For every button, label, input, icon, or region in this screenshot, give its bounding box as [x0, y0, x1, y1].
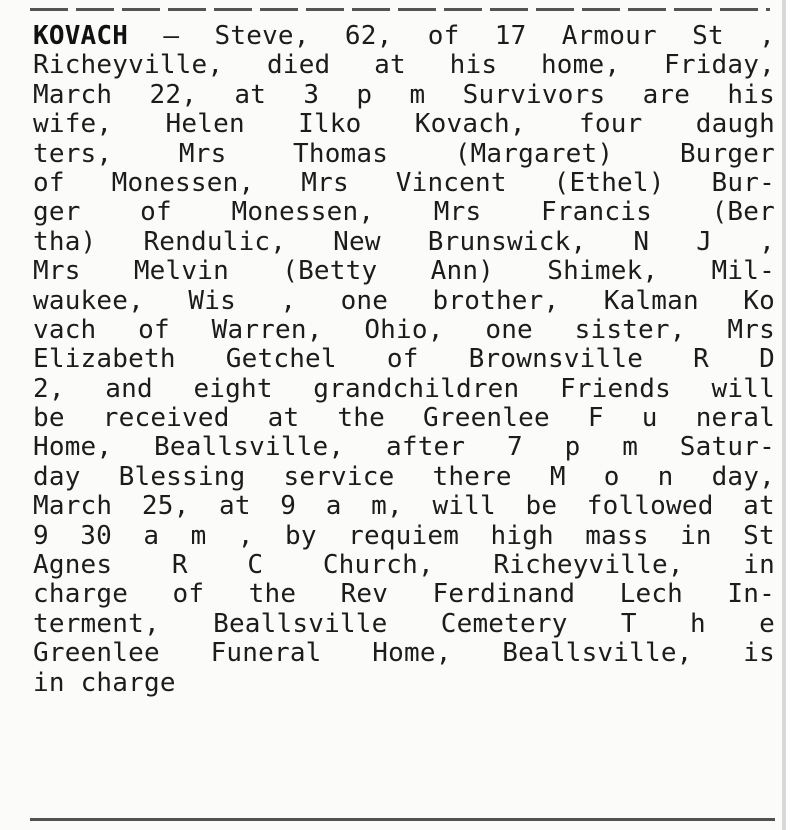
obituary-word: at	[234, 79, 267, 110]
obituary-word: St	[692, 21, 724, 51]
obituary-word: Ann)	[430, 256, 495, 287]
obituary-word: (Ber	[711, 197, 775, 228]
obituary-word: at	[219, 491, 251, 522]
obituary-word: day,	[711, 461, 775, 492]
obituary-word: by	[285, 520, 317, 551]
obituary-line	[33, 316, 775, 345]
obituary-word: (Margaret)	[454, 138, 614, 169]
obituary-word: Beallsville,	[502, 638, 693, 669]
obituary-word: ,	[237, 520, 254, 551]
obituary-word: requiem	[348, 520, 460, 551]
obituary-word: Francis	[540, 197, 652, 228]
obituary-word: Satur-	[679, 432, 775, 463]
obituary-word: D	[759, 344, 775, 375]
obituary-word: will	[432, 491, 496, 522]
obituary-word: at	[743, 491, 775, 522]
obituary-word: the	[337, 403, 385, 434]
obituary-word: St	[743, 520, 775, 551]
obituary-word: four	[579, 109, 643, 140]
obituary-word: Friday,	[663, 50, 775, 81]
obituary-word: Elizabeth	[33, 344, 176, 375]
obituary-word: Beallsville	[213, 608, 388, 639]
obituary-word: a	[325, 491, 342, 522]
obituary-word: received	[102, 403, 230, 434]
obituary-word: Greenlee	[33, 638, 160, 669]
obituary-word: New	[333, 226, 381, 257]
obituary-word: N	[633, 226, 650, 257]
obituary-line	[33, 463, 775, 492]
obituary-line	[33, 81, 775, 110]
obituary-word: high	[490, 520, 554, 551]
obituary-line	[33, 169, 775, 198]
obituary-word: a	[143, 520, 160, 551]
obituary-word: Greenlee	[423, 403, 550, 434]
obituary-line	[33, 198, 775, 227]
obituary-text-column	[33, 22, 775, 698]
obituary-word: Shimek,	[547, 256, 659, 287]
obituary-word: Ohio,	[364, 314, 444, 345]
obituary-word: in	[33, 667, 65, 698]
obituary-word: 30	[80, 520, 112, 551]
obituary-line	[33, 669, 775, 698]
obituary-word: his	[449, 50, 498, 81]
obituary-word: Warren,	[211, 314, 323, 345]
obituary-line	[33, 257, 775, 286]
obituary-word: charge	[33, 579, 129, 610]
obituary-word: and	[105, 373, 153, 404]
obituary-line	[33, 551, 775, 580]
obituary-word: day	[33, 461, 81, 492]
obituary-word: Mrs	[33, 256, 81, 287]
obituary-word: Agnes	[33, 550, 113, 581]
obituary-word: Kalman	[603, 285, 699, 316]
obituary-word: waukee,	[33, 285, 144, 316]
obituary-word: 7	[507, 432, 523, 463]
obituary-word: ,	[759, 226, 775, 257]
obituary-word: daugh	[695, 109, 775, 140]
obituary-line	[33, 404, 775, 433]
obituary-word: 22,	[149, 79, 198, 110]
obituary-word: the	[248, 579, 297, 610]
obituary-line	[33, 22, 775, 51]
obituary-word: Ferdinand	[432, 579, 576, 610]
obituary-word: R	[693, 344, 710, 375]
obituary-word: KOVACH	[33, 21, 129, 51]
obituary-word: —	[163, 21, 180, 51]
obituary-word: at	[267, 403, 300, 434]
obituary-word: vach	[33, 314, 97, 345]
obituary-word: Rendulic,	[143, 226, 287, 257]
obituary-word: m	[622, 432, 639, 463]
obituary-word: R	[171, 550, 188, 581]
page-edge	[782, 0, 800, 830]
obituary-word: Mrs	[433, 197, 482, 228]
obituary-word: m	[409, 79, 426, 110]
obituary-word: Ko	[743, 285, 775, 316]
obituary-word: Armour	[561, 21, 657, 51]
obituary-word: of	[427, 21, 460, 51]
obituary-word: m,	[371, 491, 403, 522]
obituary-word: (Ethel)	[553, 167, 665, 198]
obituary-word: m	[190, 520, 207, 551]
obituary-word: in	[743, 550, 775, 581]
obituary-word: of	[172, 579, 205, 610]
obituary-word: died	[267, 50, 331, 81]
obituary-word: followed	[586, 491, 714, 522]
obituary-word: of	[33, 167, 65, 198]
obituary-word: March	[33, 79, 113, 110]
obituary-word: charge	[80, 667, 176, 698]
obituary-word: Richeyville,	[493, 550, 684, 581]
obituary-word: Home,	[372, 638, 452, 669]
obituary-word: there	[432, 461, 512, 492]
top-column-rule	[30, 8, 770, 11]
obituary-word: Church,	[322, 550, 434, 581]
obituary-word: Thomas	[293, 138, 389, 169]
obituary-line	[33, 140, 775, 169]
obituary-word: Bur-	[711, 167, 775, 198]
obituary-word: Beallsville,	[154, 432, 345, 463]
obituary-word: Lech	[619, 579, 684, 610]
obituary-word: Funeral	[210, 638, 322, 669]
obituary-word: Steve,	[214, 21, 310, 51]
obituary-line	[33, 110, 775, 139]
obituary-word: wife,	[33, 109, 113, 140]
obituary-word: Rev	[340, 579, 389, 610]
bottom-column-rule	[30, 818, 775, 821]
obituary-word: Mil-	[711, 256, 775, 287]
obituary-word: 9	[33, 520, 49, 551]
obituary-word: mass	[585, 520, 649, 551]
obituary-word: p	[356, 79, 373, 110]
obituary-line	[33, 580, 775, 609]
obituary-word: 17	[494, 21, 527, 51]
obituary-word: be	[33, 403, 65, 434]
obituary-word: home,	[540, 50, 621, 81]
obituary-word: T	[620, 608, 637, 639]
obituary-word: of	[138, 314, 170, 345]
obituary-line	[33, 375, 775, 404]
obituary-word: are	[642, 79, 691, 110]
obituary-word: after	[386, 432, 466, 463]
obituary-word: Kovach,	[414, 109, 526, 140]
obituary-word: Getchel	[225, 344, 337, 375]
obituary-word: of	[386, 344, 419, 375]
obituary-word: brother,	[432, 285, 560, 316]
obituary-word: in	[680, 520, 712, 551]
obituary-word: Survivors	[462, 79, 606, 110]
obituary-word: n	[657, 461, 674, 492]
obituary-word: In-	[727, 579, 775, 610]
obituary-word: March	[33, 491, 113, 522]
obituary-word: at	[374, 50, 406, 81]
obituary-word: terment,	[33, 608, 160, 639]
obituary-word: one	[340, 285, 389, 316]
obituary-word: of	[140, 197, 172, 228]
obituary-word: will	[711, 373, 775, 404]
obituary-word: p	[564, 432, 581, 463]
obituary-word: ,	[759, 21, 775, 51]
obituary-word: ger	[33, 197, 81, 228]
obituary-word: 2,	[33, 373, 65, 404]
obituary-word: one	[485, 314, 533, 345]
obituary-word: his	[727, 79, 775, 110]
obituary-line	[33, 287, 775, 316]
obituary-word: M	[549, 461, 566, 492]
obituary-word: eight	[193, 373, 273, 404]
obituary-line	[33, 345, 775, 374]
obituary-word: neral	[695, 403, 775, 434]
obituary-word: Mrs	[301, 167, 349, 198]
obituary-word: u	[641, 403, 658, 434]
obituary-word: Cemetery	[440, 608, 568, 639]
obituary-word: Brownsville	[468, 344, 644, 375]
obituary-word: h	[689, 608, 706, 639]
obituary-word: is	[743, 638, 775, 669]
obituary-word: 3	[303, 79, 320, 110]
obituary-word: grandchildren	[313, 373, 520, 404]
obituary-word: 25,	[141, 491, 190, 522]
obituary-word: Blessing	[118, 461, 246, 492]
obituary-word: Richeyville,	[33, 50, 224, 81]
obituary-word: sister,	[574, 314, 686, 345]
obituary-line	[33, 639, 775, 668]
obituary-line	[33, 610, 775, 639]
obituary-word: Vincent	[395, 167, 507, 198]
obituary-word: ters,	[33, 138, 113, 169]
obituary-word: e	[759, 608, 775, 639]
obituary-word: o	[603, 461, 620, 492]
obituary-line	[33, 492, 775, 521]
obituary-line	[33, 51, 775, 80]
obituary-line	[33, 522, 775, 551]
obituary-word: Brunswick,	[427, 226, 587, 257]
obituary-word: Helen	[165, 109, 245, 140]
obituary-word: Monessen,	[111, 167, 255, 198]
obituary-word: service	[283, 461, 395, 492]
obituary-word: 9	[280, 491, 297, 522]
obituary-word: ,	[280, 285, 297, 316]
obituary-word: 62,	[344, 21, 393, 51]
obituary-word: Friends	[559, 373, 671, 404]
obituary-word: C	[247, 550, 264, 581]
obituary-word: Monessen,	[231, 197, 375, 228]
obituary-line	[33, 228, 775, 257]
obituary-word: Mrs	[178, 138, 227, 169]
obituary-line	[33, 433, 775, 462]
obituary-word: Wis	[188, 285, 236, 316]
obituary-word: Ilko	[298, 109, 362, 140]
obituary-word: be	[525, 491, 558, 522]
obituary-word: J	[696, 226, 713, 257]
obituary-word: Melvin	[133, 256, 229, 287]
obituary-word: (Betty	[282, 256, 378, 287]
obituary-word: tha)	[33, 226, 97, 257]
obituary-word: Home,	[33, 432, 113, 463]
obituary-word: Mrs	[727, 314, 775, 345]
obituary-word: Burger	[679, 138, 775, 169]
obituary-word: F	[587, 403, 604, 434]
